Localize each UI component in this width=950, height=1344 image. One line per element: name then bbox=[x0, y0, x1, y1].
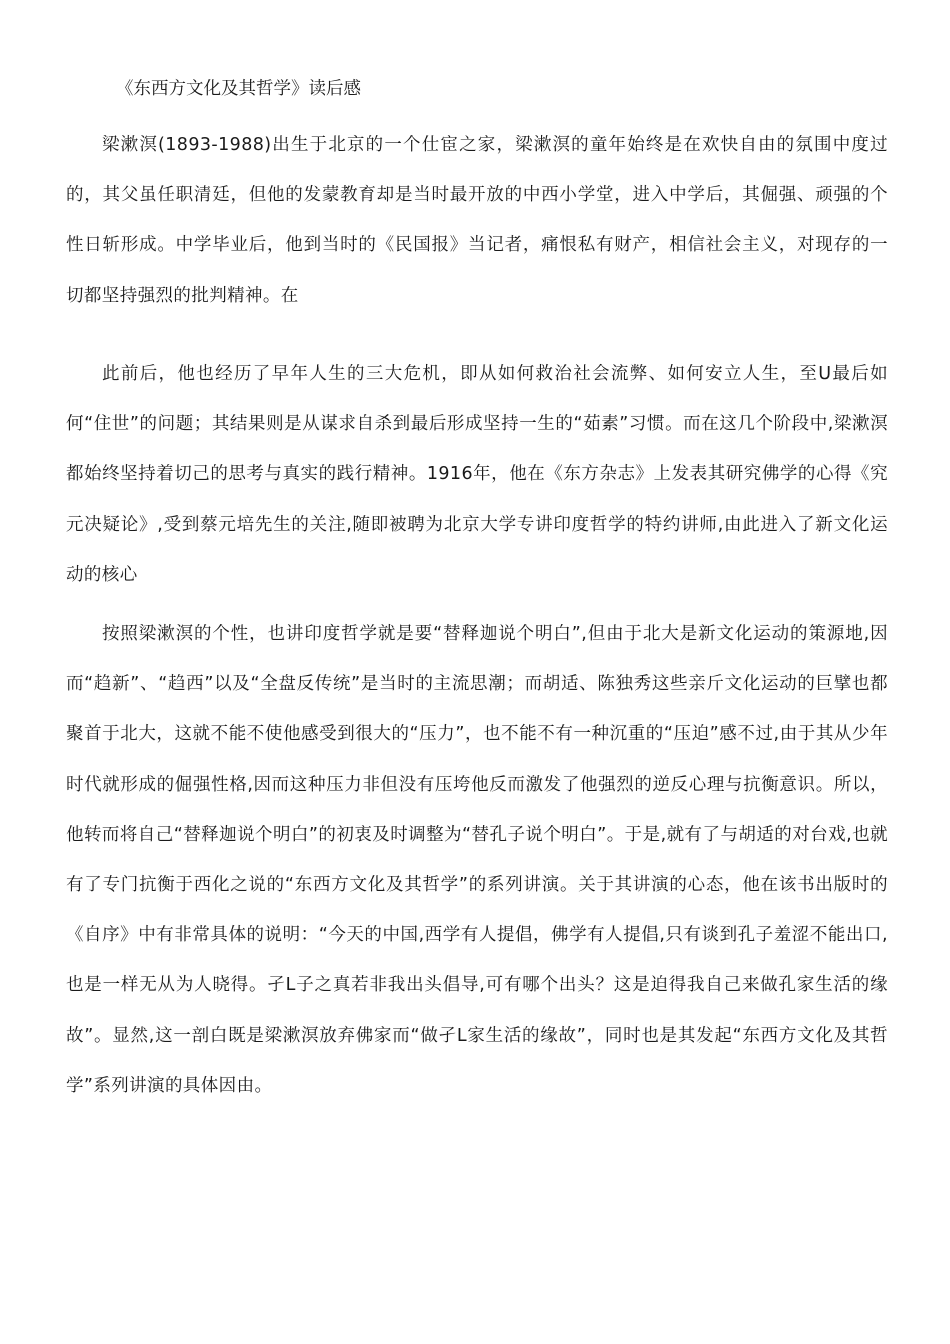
paragraph-3: 按照梁漱溟的个性，也讲印度哲学就是要“替释迦说个明白”,但由于北大是新文化运动的策源地,因而“趋新”、“趋西”以及“全盘反传统”是当时的主流思潮；而胡适、陈独秀这些亲斤文化运动的巨擘也都聚首于北大，这就不能不使他感受到很大的“压力”，也不能不有一种沉重的“压迫”感不过,由于其从少年时代就形成的倔强性格,因而这种压力非但没有压垮他反而激发了他强烈的逆反心理与抗衡意识。所以，他转而将自己“替释迦说个明白”的初衷及时调整为“替孔子说个明白”。于是,就有了与胡适的对台戏,也就有了专门抗衡于西化之说的“东西方文化及其哲学”的系列讲演。关于其讲演的心态，他在该书出版时的《自序》中有非常具体的说明：“今天的中国,西学有人提倡，佛学有人提倡,只有谈到孔子羞涩不能出口,也是一样无从为人晓得。孑L子之真若非我出头倡导,可有哪个出头？这是迫得我自己来做孔家生活的缘故”。显然,这一剖白既是梁漱溟放弃佛家而“做孑L家生活的缘故”，同时也是其发起“东西方文化及其哲学”系列讲演的具体因由。 bbox=[66, 624, 888, 1096]
paragraph-1: 梁漱溟(1893-1988)出生于北京的一个仕宦之家，梁漱溟的童年始终是在欢快自由的氛围中度过的，其父虽任职清廷，但他的发蒙教育却是当时最开放的中西小学堂，进入中学后，其倔强、顽强的个性日斩形成。中学毕业后，他到当时的《民国报》当记者，痛恨私有财产，相信社会主义，对现存的一切都坚持强烈的批判精神。在 bbox=[66, 135, 888, 306]
document-title: 《东西方文化及其哲学》读后感 bbox=[116, 79, 361, 99]
paragraph-2: 此前后，他也经历了早年人生的三大危机，即从如何救治社会流弊、如何安立人生，至U最后如何“住世”的问题；其结果则是从谋求自杀到最后形成坚持一生的“茹素”习惯。而在这几个阶段中,梁漱溟都始终坚持着切己的思考与真实的践行精神。1916年，他在《东方杂志》上发表其研究佛学的心得《究元决疑论》,受到蔡元培先生的关注,随即被聘为北京大学专讲印度哲学的特约讲师,由此进入了新文化运动的核心 bbox=[66, 364, 888, 585]
